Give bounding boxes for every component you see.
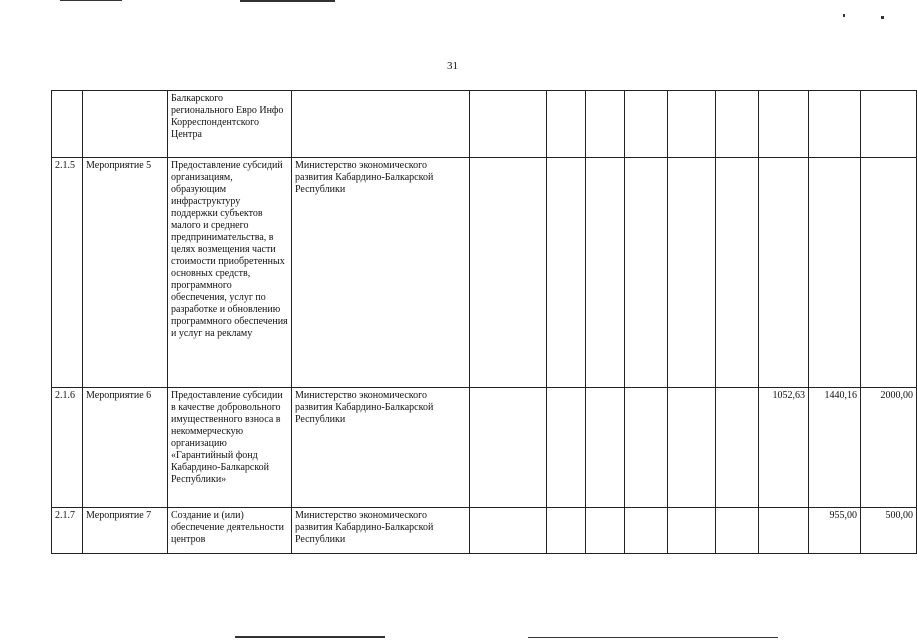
- empty-cell: [586, 388, 625, 508]
- scan-artifact-top-right-dot: [843, 14, 845, 17]
- empty-cell: [470, 508, 547, 554]
- empty-cell: [547, 91, 586, 158]
- event-name: Мероприятие 7: [83, 508, 168, 554]
- row-index: 2.1.7: [52, 508, 83, 554]
- event-description: Создание и (или) обеспечение деятельности центров: [168, 508, 292, 554]
- row-index: [52, 91, 83, 158]
- value-cell: [759, 91, 809, 158]
- event-name: [83, 91, 168, 158]
- table-row: [52, 158, 917, 388]
- empty-cell: [625, 158, 668, 388]
- table-row: [52, 388, 917, 508]
- scan-artifact-top-right-dot: [881, 16, 884, 19]
- scan-artifact-bottom-right: [528, 637, 778, 638]
- empty-cell: [668, 508, 716, 554]
- value-cell: [759, 508, 809, 554]
- event-name: Мероприятие 5: [83, 158, 168, 388]
- event-name: Мероприятие 6: [83, 388, 168, 508]
- scan-artifact-bottom-center: [235, 636, 385, 638]
- value-cell: 2000,00: [861, 388, 917, 508]
- executor: Министерство экономического развития Кабардино-Балкарской Республики: [292, 508, 470, 554]
- empty-cell: [470, 388, 547, 508]
- event-description: Балкарского регионального Евро Инфо Корреспондентского Центра: [168, 91, 292, 158]
- empty-cell: [625, 388, 668, 508]
- value-cell: 500,00: [861, 508, 917, 554]
- empty-cell: [470, 91, 547, 158]
- empty-cell: [586, 158, 625, 388]
- empty-cell: [586, 508, 625, 554]
- executor: [292, 91, 470, 158]
- table-row: [52, 91, 917, 158]
- empty-cell: [716, 508, 759, 554]
- empty-cell: [625, 91, 668, 158]
- empty-cell: [668, 158, 716, 388]
- scan-artifact-top-left: [60, 0, 122, 1]
- executor: Министерство экономического развития Кабардино-Балкарской Республики: [292, 388, 470, 508]
- empty-cell: [470, 158, 547, 388]
- value-cell: 1440,16: [809, 388, 861, 508]
- event-description: Предоставление субсидии в качестве добровольного имущественного взноса в некоммерческую организацию «Гарантийный фонд Кабардино-Балкарской Республики»: [168, 388, 292, 508]
- empty-cell: [668, 388, 716, 508]
- executor: Министерство экономического развития Кабардино-Балкарской Республики: [292, 158, 470, 388]
- value-cell: [809, 91, 861, 158]
- row-index: 2.1.6: [52, 388, 83, 508]
- program-events-table: [51, 90, 917, 554]
- value-cell: 955,00: [809, 508, 861, 554]
- empty-cell: [547, 508, 586, 554]
- value-cell: 1052,63: [759, 388, 809, 508]
- value-cell: [861, 91, 917, 158]
- page-number: 31: [447, 60, 458, 72]
- empty-cell: [547, 388, 586, 508]
- empty-cell: [668, 91, 716, 158]
- value-cell: [861, 158, 917, 388]
- empty-cell: [625, 508, 668, 554]
- table-row: [52, 508, 917, 554]
- row-index: 2.1.5: [52, 158, 83, 388]
- event-description: Предоставление субсидий организациям, образующим инфраструктуру поддержки субъектов малого и среднего предпринимательства, в целях возмещения части стоимости приобретенных основных средств, программного обеспечения, услуг по разработке и обновлению программного обеспечения и услуг на рекламу: [168, 158, 292, 388]
- empty-cell: [586, 91, 625, 158]
- value-cell: [809, 158, 861, 388]
- value-cell: [759, 158, 809, 388]
- empty-cell: [716, 91, 759, 158]
- empty-cell: [716, 158, 759, 388]
- empty-cell: [716, 388, 759, 508]
- empty-cell: [547, 158, 586, 388]
- scan-artifact-top-center: [240, 0, 335, 2]
